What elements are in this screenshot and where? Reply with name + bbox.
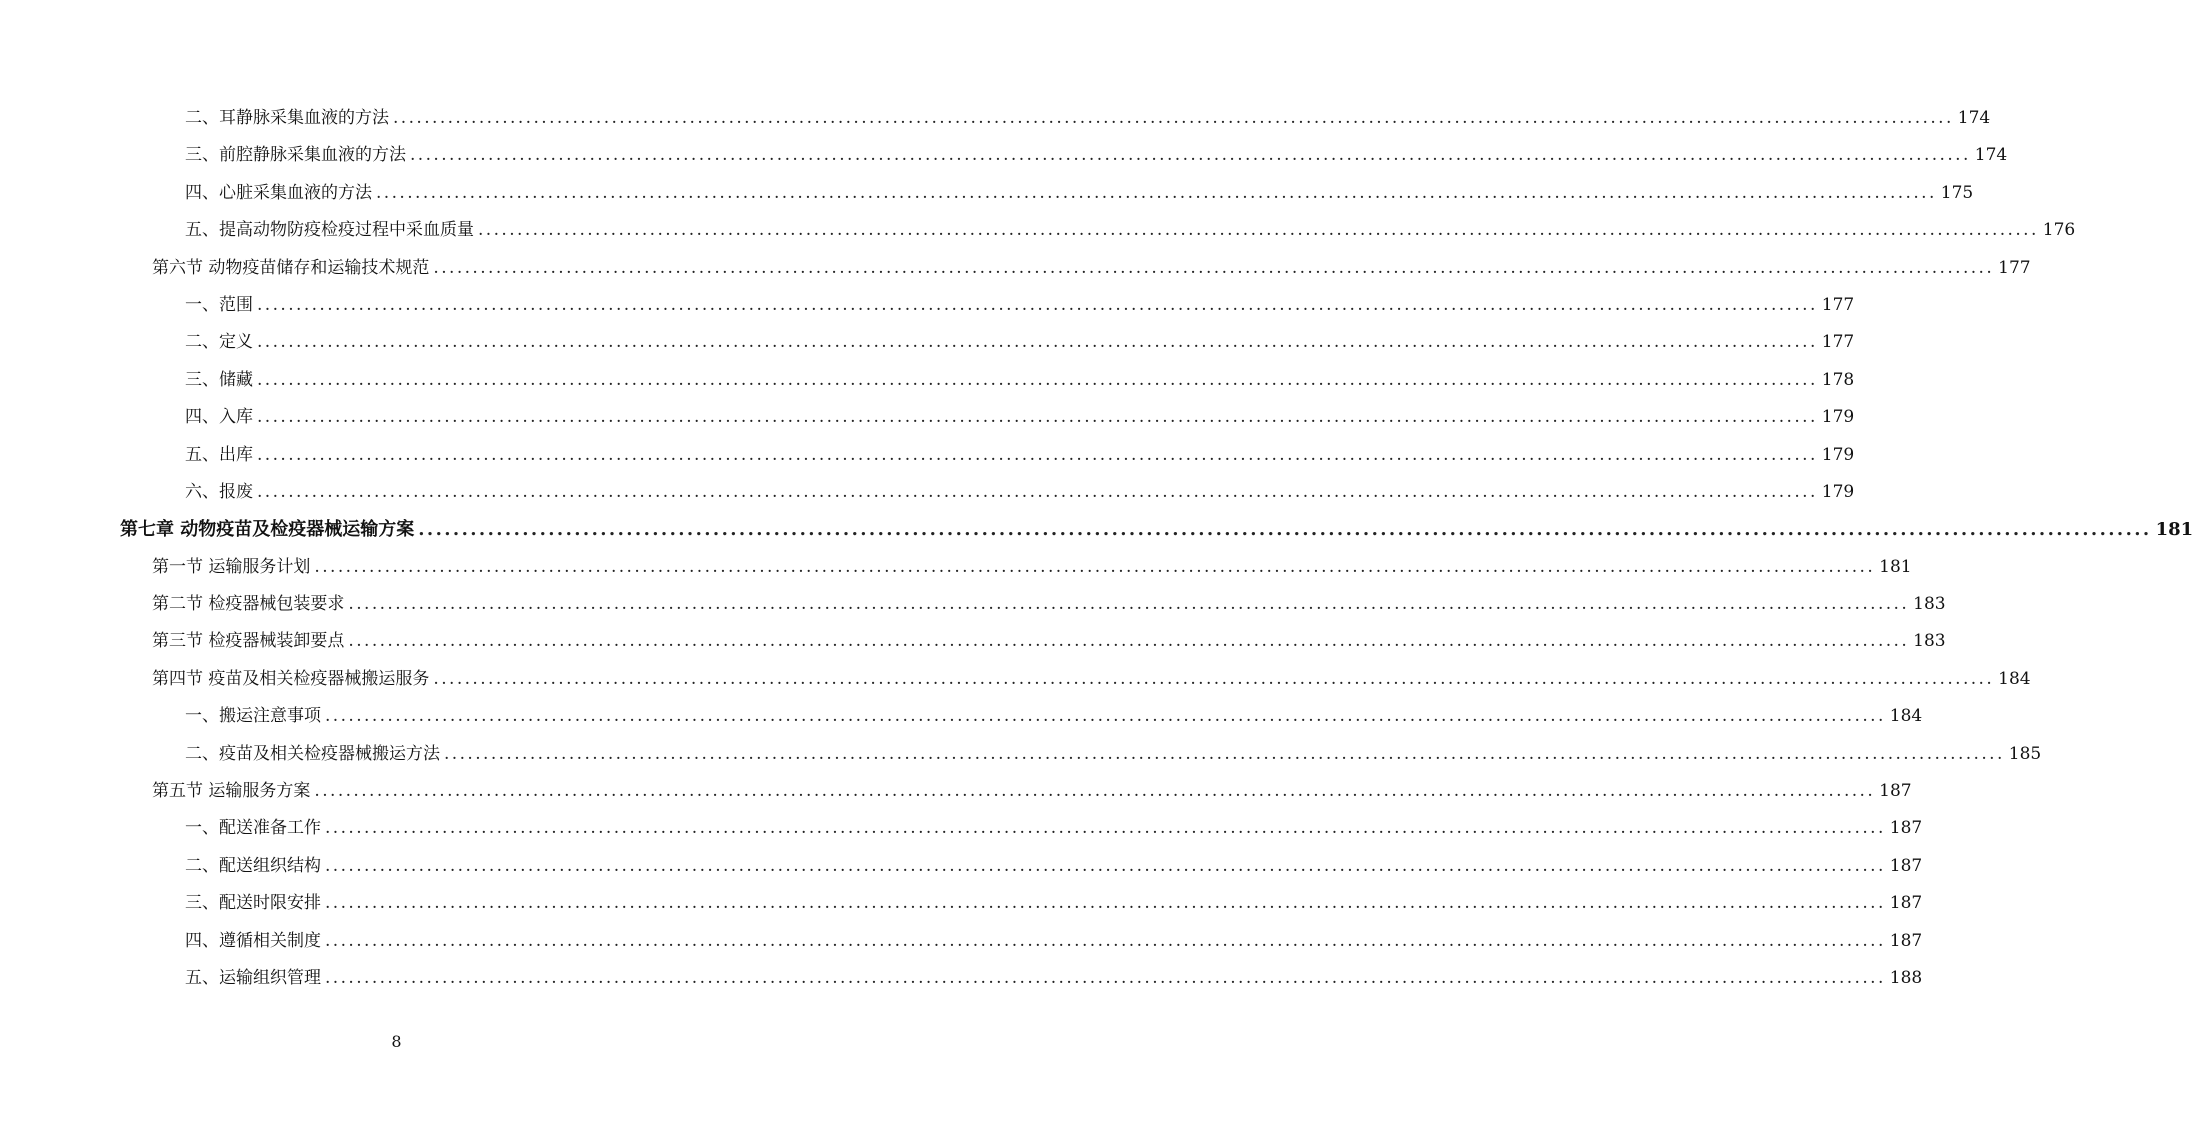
toc-subsection-entry[interactable] xyxy=(0,736,2042,773)
toc-subsection-entry[interactable] xyxy=(0,810,1923,847)
toc-entry-title: 五、提高动物防疫检疫过程中采血质量 xyxy=(185,220,474,241)
toc-entry-content xyxy=(185,848,1923,885)
toc-entry-content xyxy=(185,362,1855,399)
toc-subsection-entry[interactable] xyxy=(0,698,1923,735)
toc-entry-title: 五、运输组织管理 xyxy=(185,967,321,988)
toc-entry-page: 187 xyxy=(1889,818,1923,839)
toc-dot-leader: ........................................................................................................................................................................................................ xyxy=(314,781,1876,802)
toc-dot-leader: ........................................................................................................................................................................................................ xyxy=(376,182,1937,203)
toc-dot-leader: ........................................................................................................................................................................................................ xyxy=(314,556,1876,577)
toc-entry-content xyxy=(185,437,1855,474)
toc-entry-title: 四、遵循相关制度 xyxy=(185,930,321,951)
toc-subsection-entry[interactable] xyxy=(0,960,1923,997)
toc-entry-content xyxy=(185,474,1855,511)
toc-entry-page: 174 xyxy=(1974,145,2008,166)
toc-entry-title: 第四节 疫苗及相关检疫器械搬运服务 xyxy=(152,668,430,689)
toc-entry-page: 185 xyxy=(2008,743,2042,764)
toc-entry-title: 第三节 检疫器械装卸要点 xyxy=(152,631,345,652)
toc-entry-page: 175 xyxy=(1940,182,1974,203)
toc-dot-leader: ........................................................................................................................................................................................................ xyxy=(410,145,1971,166)
toc-dot-leader: ........................................................................................................................................................................................................ xyxy=(325,706,1886,727)
toc-entry-page: 179 xyxy=(1821,407,1855,428)
toc-entry-content xyxy=(185,399,1855,436)
toc-entry-content xyxy=(152,549,1912,586)
toc-entry-page: 187 xyxy=(1889,893,1923,914)
toc-entry-page: 187 xyxy=(1889,930,1923,951)
toc-subsection-entry[interactable] xyxy=(0,923,1923,960)
toc-entry-page: 183 xyxy=(1913,631,1946,652)
toc-entry-page: 187 xyxy=(1889,855,1923,876)
page-number: 8 xyxy=(391,1032,402,1051)
toc-entry-page: 184 xyxy=(1998,668,2031,689)
toc-subsection-entry[interactable] xyxy=(0,399,1855,436)
toc-subsection-entry[interactable] xyxy=(0,137,2008,174)
toc-entry-content xyxy=(120,511,2193,548)
toc-dot-leader: ........................................................................................................................................................................................................ xyxy=(257,294,1818,315)
toc-dot-leader: ........................................................................................................................................................................................................ xyxy=(257,481,1818,502)
toc-entry-title: 一、配送准备工作 xyxy=(185,818,321,839)
toc-dot-leader: ........................................................................................................................................................................................................ xyxy=(257,369,1818,390)
toc-dot-leader: ........................................................................................................................................................................................................ xyxy=(478,220,2039,241)
toc-subsection-entry[interactable] xyxy=(0,324,1855,361)
toc-section-entry[interactable] xyxy=(0,549,1912,586)
toc-entry-title: 二、定义 xyxy=(185,332,253,353)
toc-entry-content xyxy=(185,287,1855,324)
toc-entry-title: 一、搬运注意事项 xyxy=(185,706,321,727)
toc-entry-title: 第七章 动物疫苗及检疫器械运输方案 xyxy=(120,519,415,541)
toc-entry-page: 174 xyxy=(1957,108,1991,128)
toc-section-entry[interactable] xyxy=(0,250,2031,287)
toc-section-entry[interactable] xyxy=(0,661,2031,698)
toc-dot-leader: ........................................................................................................................................................................................................ xyxy=(325,930,1886,951)
toc-entry-content xyxy=(185,960,1923,997)
toc-entry-page: 179 xyxy=(1821,481,1855,502)
toc-entry-content xyxy=(185,736,2042,773)
toc-entry-title: 第五节 运输服务方案 xyxy=(152,781,311,802)
toc-entry-title: 一、范围 xyxy=(185,294,253,315)
table-of-contents xyxy=(0,100,2193,997)
toc-dot-leader: ........................................................................................................................................................................................................ xyxy=(433,257,1995,278)
toc-entry-content xyxy=(185,923,1923,960)
toc-subsection-entry[interactable] xyxy=(0,287,1855,324)
toc-dot-leader: ........................................................................................................................................................................................................ xyxy=(325,818,1886,839)
toc-subsection-entry[interactable] xyxy=(0,437,1855,474)
toc-entry-page: 177 xyxy=(1998,257,2031,278)
toc-entry-title: 第六节 动物疫苗储存和运输技术规范 xyxy=(152,257,430,278)
toc-dot-leader: ........................................................................................................................................................................................................ xyxy=(325,967,1886,988)
toc-entry-page: 183 xyxy=(1913,594,1946,615)
toc-entry-page: 187 xyxy=(1879,781,1912,802)
toc-dot-leader: ........................................................................................................................................................................................................ xyxy=(418,519,2152,541)
toc-section-entry[interactable] xyxy=(0,773,1912,810)
toc-subsection-entry[interactable] xyxy=(0,100,1991,137)
toc-chapter-entry[interactable] xyxy=(0,511,2193,548)
toc-subsection-entry[interactable] xyxy=(0,212,2076,249)
toc-dot-leader: ........................................................................................................................................................................................................ xyxy=(325,855,1886,876)
toc-entry-content xyxy=(152,773,1912,810)
toc-entry-content xyxy=(152,623,1946,660)
toc-entry-page: 177 xyxy=(1821,332,1855,353)
toc-dot-leader: ........................................................................................................................................................................................................ xyxy=(348,631,1910,652)
toc-entry-title: 四、入库 xyxy=(185,407,253,428)
toc-entry-title: 第二节 检疫器械包装要求 xyxy=(152,594,345,615)
toc-subsection-entry[interactable] xyxy=(0,362,1855,399)
toc-entry-content xyxy=(185,100,1991,137)
toc-entry-content xyxy=(152,661,2031,698)
toc-entry-page: 181 xyxy=(1879,556,1912,577)
toc-entry-title: 二、配送组织结构 xyxy=(185,855,321,876)
toc-entry-content xyxy=(185,810,1923,847)
toc-entry-title: 六、报废 xyxy=(185,481,253,502)
toc-entry-content xyxy=(185,698,1923,735)
toc-entry-title: 五、出库 xyxy=(185,444,253,465)
toc-entry-title: 三、配送时限安排 xyxy=(185,893,321,914)
toc-entry-page: 178 xyxy=(1821,369,1855,390)
toc-subsection-entry[interactable] xyxy=(0,885,1923,922)
toc-subsection-entry[interactable] xyxy=(0,848,1923,885)
toc-subsection-entry[interactable] xyxy=(0,175,1974,212)
toc-subsection-entry[interactable] xyxy=(0,474,1855,511)
toc-dot-leader: ........................................................................................................................................................................................................ xyxy=(257,407,1818,428)
toc-entry-content xyxy=(185,137,2008,174)
toc-dot-leader: ........................................................................................................................................................................................................ xyxy=(348,594,1910,615)
toc-entry-title: 第一节 运输服务计划 xyxy=(152,556,311,577)
toc-dot-leader: ........................................................................................................................................................................................................ xyxy=(257,332,1818,353)
toc-entry-title: 四、心脏采集血液的方法 xyxy=(185,182,372,203)
toc-dot-leader: ........................................................................................................................................................................................................ xyxy=(325,893,1886,914)
toc-dot-leader: ........................................................................................................................................................................................................ xyxy=(444,743,2005,764)
toc-entry-content xyxy=(185,212,2076,249)
toc-entry-title: 二、耳静脉采集血液的方法 xyxy=(185,108,389,128)
toc-dot-leader: ........................................................................................................................................................................................................ xyxy=(257,444,1818,465)
toc-entry-content xyxy=(185,885,1923,922)
toc-entry-title: 三、前腔静脉采集血液的方法 xyxy=(185,145,406,166)
toc-entry-page: 184 xyxy=(1889,706,1923,727)
toc-entry-page: 179 xyxy=(1821,444,1855,465)
toc-entry-page: 176 xyxy=(2042,220,2076,241)
toc-dot-leader: ........................................................................................................................................................................................................ xyxy=(433,668,1995,689)
toc-entry-content xyxy=(152,586,1946,623)
toc-entry-page: 177 xyxy=(1821,294,1855,315)
toc-entry-content xyxy=(185,324,1855,361)
toc-entry-content xyxy=(185,175,1974,212)
toc-section-entry[interactable] xyxy=(0,623,1946,660)
toc-entry-content xyxy=(152,250,2031,287)
toc-entry-page: 188 xyxy=(1889,967,1923,988)
toc-section-entry[interactable] xyxy=(0,586,1946,623)
toc-entry-title: 二、疫苗及相关检疫器械搬运方法 xyxy=(185,743,440,764)
toc-dot-leader: ........................................................................................................................................................................................................ xyxy=(393,108,1954,128)
toc-entry-title: 三、储藏 xyxy=(185,369,253,390)
toc-entry-page: 181 xyxy=(2155,519,2193,541)
